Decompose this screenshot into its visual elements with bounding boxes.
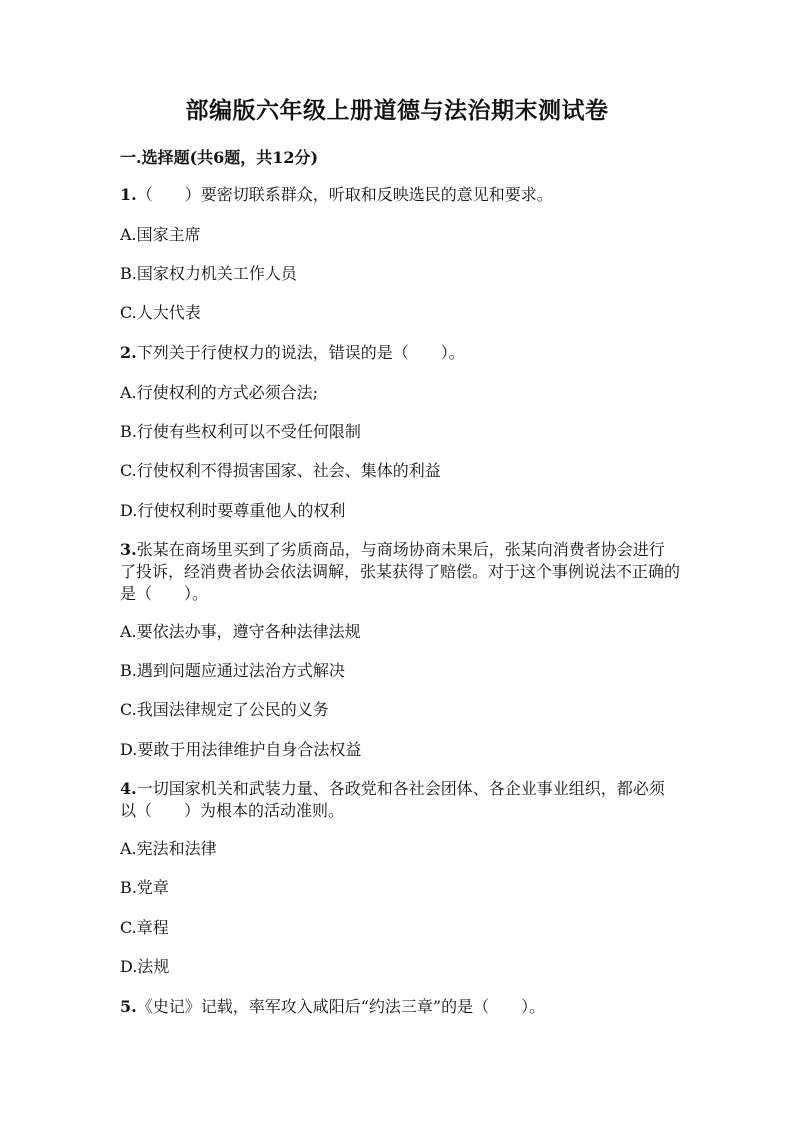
- option-4d: D.法规: [120, 957, 170, 976]
- option-1b: B.国家权力机关工作人员: [120, 264, 297, 283]
- question-1: [120, 184, 680, 206]
- question-3: [120, 539, 680, 605]
- question-5: [120, 996, 680, 1018]
- question-text: 张某在商场里买到了劣质商品，与商场协商未果后，张某向消费者协会进行了投诉，经消费者协会依法调解，张某获得了赔偿。对于这个事例说法不正确的是（ ）。: [120, 540, 681, 603]
- option-1a: A.国家主席: [120, 225, 201, 244]
- option-1c: C.人大代表: [120, 303, 201, 322]
- question-number: 5.: [120, 997, 137, 1016]
- option-2d: D.行使权利时要尊重他人的权利: [120, 501, 346, 520]
- option-3a: A.要依法办事，遵守各种法律法规: [120, 622, 361, 641]
- question-2: [120, 342, 680, 364]
- question-text: 《史记》记载，率军攻入咸阳后“约法三章”的是（ ）。: [136, 997, 546, 1016]
- question-4: [120, 778, 680, 822]
- option-3d: D.要敢于用法律维护自身合法权益: [120, 740, 362, 759]
- question-text: （ ）要密切联系群众，听取和反映选民的意见和要求。: [136, 185, 553, 204]
- option-4a: A.宪法和法律: [120, 839, 217, 858]
- option-4b: B.党章: [120, 878, 169, 897]
- option-3b: B.遇到问题应通过法治方式解决: [120, 661, 345, 680]
- page-title: 部编版六年级上册道德与法治期末测试卷: [185, 97, 609, 124]
- option-4c: C.章程: [120, 918, 169, 937]
- option-2a: A.行使权利的方式必须合法;: [120, 383, 319, 402]
- option-3c: C.我国法律规定了公民的义务: [120, 700, 329, 719]
- option-2c: C.行使权利不得损害国家、社会、集体的利益: [120, 461, 441, 480]
- question-number: 1.: [120, 185, 137, 204]
- question-number: 3.: [120, 540, 137, 559]
- question-text: 下列关于行使权力的说法，错误的是（ ）。: [136, 343, 465, 362]
- question-number: 2.: [120, 343, 137, 362]
- question-number: 4.: [120, 779, 137, 798]
- section-heading: 一.选择题(共6题，共12分): [120, 148, 319, 167]
- question-text: 一切国家机关和武装力量、各政党和各社会团体、各企业事业组织，都必须以（ ）为根本的活动准则。: [120, 779, 665, 820]
- option-2b: B.行使有些权利可以不受任何限制: [120, 422, 361, 441]
